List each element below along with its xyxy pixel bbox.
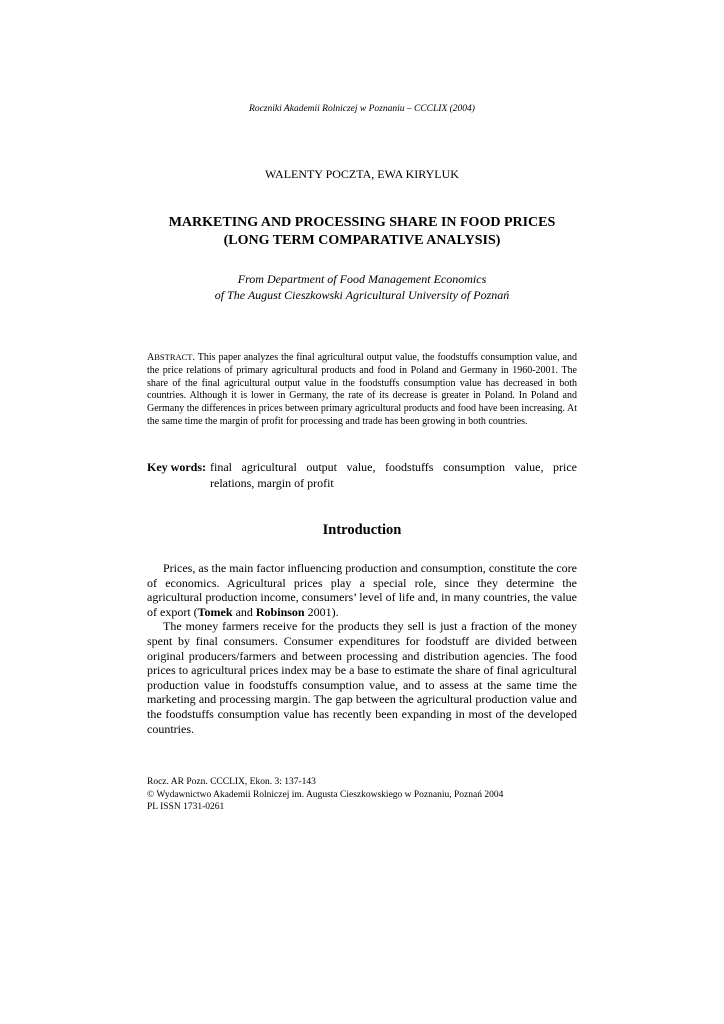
citation-and: and — [232, 604, 256, 619]
body-text — [147, 561, 577, 736]
affiliation-line-2: of The August Cieszkowski Agricultural University of Poznań — [214, 288, 510, 302]
abstract-lead-first: A — [147, 352, 155, 363]
affiliation — [0, 271, 724, 303]
paper-title — [0, 214, 724, 250]
footer-issn: PL ISSN 1731-0261 — [147, 802, 225, 812]
title-line-1: MARKETING AND PROCESSING SHARE IN FOOD PRICES — [168, 215, 556, 230]
paragraph-2: The money farmers receive for the products they sell is just a fraction of the money spent by final consumers. Consumer expenditures for foodstuff are divided between original producers/farmers and between processing and distribution agencies. The food prices to agricultural prices index may be a base to estimate the share of final agricultural production value in foodstuffs consumption value, and to assess at the same time the marketing and processing margin. The gap between the agricultural production value and the foodstuffs consumption value has recently been expanding in most of the developed countries. — [147, 619, 577, 736]
footer-publisher: © Wydawnictwo Akademii Rolniczej im. Augusta Cieszkowskiego w Poznaniu, Poznań 2004 — [147, 789, 504, 800]
footer — [147, 776, 577, 814]
abstract — [147, 351, 577, 429]
abstract-lead-rest: BSTRACT — [154, 352, 193, 362]
title-line-2: (LONG TERM COMPARATIVE ANALYSIS) — [223, 233, 501, 248]
citation-author-2: Robinson — [255, 604, 305, 619]
citation-year: 2001). — [304, 604, 339, 619]
paragraph-1 — [147, 561, 577, 619]
citation-author-1: Tomek — [197, 604, 233, 619]
keywords-text: final agricultural output value, foodstuffs consumption value, price relations, margin of profit — [210, 460, 577, 490]
keywords — [147, 459, 577, 491]
authors: WALENTY POCZTA, EWA KIRYLUK — [265, 167, 459, 181]
affiliation-line-1: From Department of Food Management Economics — [237, 272, 487, 286]
paragraph-1-text: Prices, as the main factor influencing production and consumption, constitute the core of economics. Agricultural prices play a special role, since they determine the agricultural production income, consumers’ level of life and, in many countries, the value of export ( — [147, 561, 577, 619]
keywords-label: Key words: — [147, 460, 206, 474]
footer-citation: Rocz. AR Pozn. CCCLIX, Ekon. 3: 137-143 — [147, 777, 316, 787]
running-head: Roczniki Akademii Rolniczej w Poznaniu – CCCLIX (2004) — [249, 104, 475, 114]
abstract-text: . This paper analyzes the final agricultural output value, the foodstuffs consumption value, and the price relations of primary agricultural products and food in Poland and Germany in 1960-2001. The share of the final agricultural output value in the foodstuffs consumption value has decreased in both countries. Although it is lower in Germany, the rate of its decrease is greater in Poland. In Poland and Germany the differences in prices between primary agricultural products and food have been increasing. At the same time the margin of profit for processing and trade has been growing in both countries. — [147, 352, 577, 427]
section-heading: Introduction — [322, 522, 402, 538]
